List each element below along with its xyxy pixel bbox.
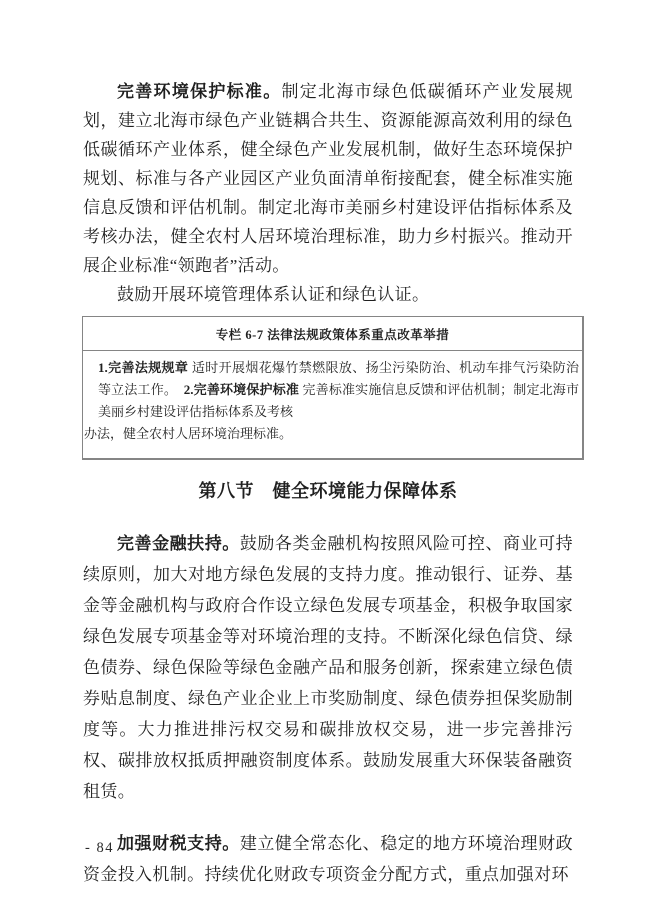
section-heading: 第八节 健全环境能力保障体系 [198, 481, 458, 501]
callout-item-2-text: 完善标准实施信息反馈和评估机制；制定北海市美丽乡村建设评估指标体系及考核 [98, 382, 579, 419]
callout-item-1-text: 适时开展烟花爆竹禁燃限放、扬尘污染防治、机动车排气污染防治等立法工作。 [98, 360, 579, 397]
callout-box-paragraph [83, 357, 579, 423]
paragraph-financial-support-body: 鼓励各类金融机构按照风险可控、商业可持续原则，加大对地方绿色发展的支持力度。推动银行、证券、基金等金融机构与政府合作设立绿色发展专项基金，积极争取国家绿色发展专项基金等对环境治理的支持。不断深化绿色信贷、绿色债券、绿色保险等绿色金融产品和服务创新，探索建立绿色债券贴息制度、绿色产业企业上市奖励制度、绿色债券担保奖励制度等。大力推进排污权交易和碳排放权交易，进一步完善排污权、碳排放权抵质押融资制度体系。鼓励发展重大环保装备融资租赁。 [83, 534, 573, 801]
paragraph-fiscal-support-lead: 加强财税支持。 [117, 834, 240, 853]
callout-box-6-7 [82, 316, 584, 460]
text-column [83, 77, 591, 890]
paragraph-env-standards [83, 77, 573, 280]
callout-item-1-label: 1.完善法规规章 [98, 360, 189, 375]
paragraph-financial-support-lead: 完善金融扶持。 [117, 534, 240, 553]
callout-box-body [83, 351, 582, 458]
paragraph-env-standards-body: 制定北海市绿色低碳循环产业发展规划，建立北海市绿色产业链耦合共生、资源能源高效利用的绿色低碳循环产业体系，健全绿色产业发展机制，做好生态环境保护规划、标准与各产业园区产业负面清单衔接配套，健全标准实施信息反馈和评估机制。制定北海市美丽乡村建设评估指标体系及考核办法，健全农村人居环境治理标准，助力乡村振兴。推动开展企业标准“领跑者”活动。 [83, 82, 573, 275]
paragraph-env-standards-lead: 完善环境保护标准。 [117, 82, 282, 101]
callout-box-title: 专栏 6-7 法律法规政策体系重点改革举措 [83, 317, 582, 351]
callout-box-overflow-line: 办法，健全农村人居环境治理标准。 [84, 426, 293, 441]
callout-item-2-label: 2.完善环境保护标准 [183, 382, 300, 397]
paragraph-certification: 鼓励开展环境管理体系认证和绿色认证。 [117, 285, 430, 304]
paragraph-fiscal-support [83, 828, 591, 890]
paragraph-financial-support [83, 528, 573, 807]
paragraph-fiscal-support-body: 建立健全常态化、稳定的地方环境治理财政 资金投入机制。持续优化财政专项资金分配方式，重点加强对环 [83, 834, 591, 884]
page-number: - 84 - [85, 840, 126, 856]
